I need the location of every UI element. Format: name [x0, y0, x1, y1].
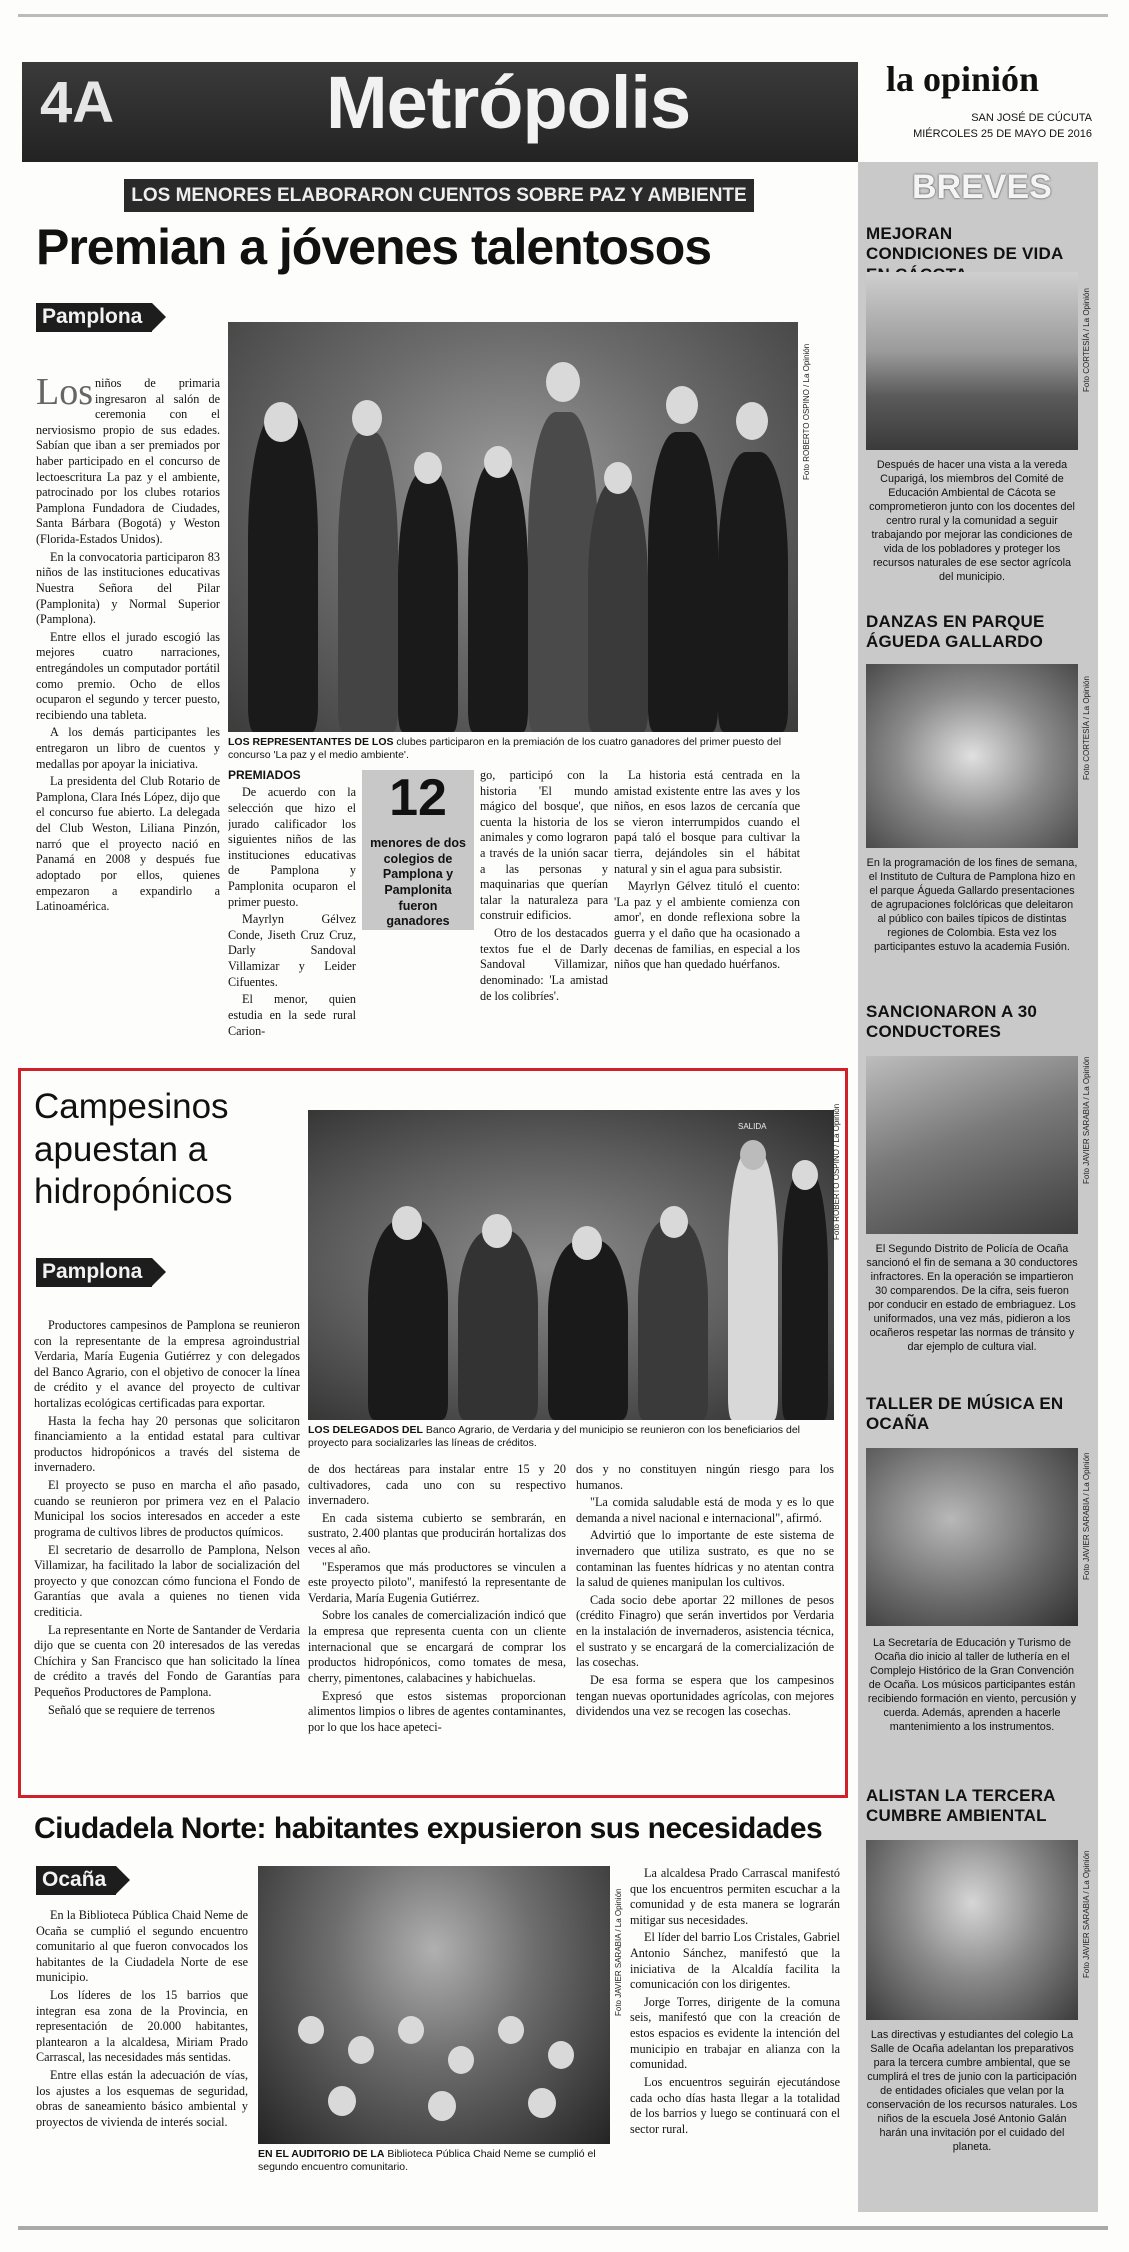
second-paragraph: Productores campesinos de Pamplona se reunieron con la representante de la empresa agroindustrial Verdaria, María Eugenia Gutiérrez y con delegados del Banco Agrario, con el objetivo de conocer la línea de crédito y el avance del proyecto de cultivar hortalizas ecológicas certificadas para exportar. — [34, 1318, 300, 1411]
second-paragraph: dos y no constituyen ningún riesgo para los humanos. — [576, 1462, 834, 1492]
brief-text: Después de hacer una vista a la vereda Cuparigá, los miembros del Comité de Educación Ambiental de Cácota se comprometieron junto con los docentes del centro rural y la comunidad a seguir trabajando por mejorar las condiciones de vida de los pobladores y proteger los recursos naturales de ese sector agrícola del municipio. — [869, 459, 1075, 584]
third-column-1 — [36, 1908, 248, 2190]
third-paragraph: La alcaldesa Prado Carrascal manifestó que los encuentros permiten escuchar a la comunidad y de esta manera se lograrán mitigar sus necesidades. — [630, 1866, 840, 1927]
third-paragraph: Los líderes de los 15 barrios que integran esa zona de la Provincia, en representación de 20.000 habitantes, plantearon a la alcaldesa, Miriam Prado Carrascal, las necesidades más sentidas. — [36, 1988, 248, 2065]
lead-headline: Premian a jóvenes talentosos — [36, 219, 712, 275]
brief-title: ALISTAN LA TERCERA CUMBRE AMBIENTAL — [866, 1786, 1056, 1826]
brief-photo-credit: Foto CORTESÍA / La Opinión — [1082, 676, 1091, 780]
third-photo-credit: Foto JAVIER SARABIA / La Opinión — [614, 1888, 623, 2016]
third-paragraph: Jorge Torres, dirigente de la comuna seis, manifestó que con la creación de estos espacios es evidente la intención del municipio en trabajar en alianza con la comunidad. — [630, 1994, 840, 2072]
second-column-2 — [308, 1462, 566, 1782]
second-paragraph: Sobre los canales de comercialización indicó que la empresa que representa cuenta con un cliente internacional que se encargará de comprar los productos hidropónicos, como tomates de mesa, cherry, pimentones, calabacines y habichuelas. — [308, 1608, 566, 1685]
brief-photo — [866, 1448, 1078, 1626]
brief-title: TALLER DE MÚSICA EN OCAÑA — [866, 1394, 1064, 1434]
brief-photo-credit: Foto JAVIER SARABIA / La Opinión — [1082, 1850, 1091, 1978]
lead-paragraph: De acuerdo con la selección que hizo el jurado calificador los siguientes niños de las instituciones educativas de Pamplona y Pamplonita ocuparon el primer puesto. — [228, 785, 356, 909]
lead-paragraph: go, participó con la historia 'El mundo mágico del bosque', que cuenta la historia de los animales y como lograron a través de la unión sacar a las personas y maquinarias que querían talar la naturaleza para construir edificios. — [480, 768, 608, 923]
brief-title: MEJORAN CONDICIONES DE VIDA — [866, 224, 1063, 264]
top-rule — [18, 14, 1108, 17]
third-caption-bold: EN EL AUDITORIO DE LA — [258, 2148, 385, 2160]
second-caption — [308, 1424, 834, 1450]
third-caption-text: Biblioteca Pública Chaid Neme se cumplió el segundo encuentro comunitario. — [258, 2148, 596, 2174]
brief-text: La Secretaría de Educación y Turismo de Ocaña dio inicio al taller de luthería en el Complejo Histórico de la Gran Convención de Ocaña. Los músicos participantes están recibiendo formación en viento, percusión y cuerda. Además, aprenden a hacerle mantenimiento a los instrumentos. — [867, 1637, 1077, 1734]
third-headline: Ciudadela Norte: habitantes expusieron sus necesidades — [34, 1812, 823, 1845]
lead-paragraph: A los demás participantes les entregaron un libro de cuentos y medallas por apoyar la iniciativa. — [36, 725, 220, 771]
second-place-tag: Pamplona — [36, 1258, 152, 1287]
second-paragraph: "La comida saludable está de moda y es lo que demanda a nivel nacional e internacional", afirmó. — [576, 1495, 834, 1525]
factbox — [362, 770, 474, 930]
lead-dropcap: Los — [36, 376, 93, 413]
lead-photo — [228, 322, 798, 732]
second-paragraph: Cada socio debe aportar 22 millones de pesos (crédito Finagro) que serán invertidos por Verdaria en la instalación de invernaderos, asistencia técnica, el sustrato y se encargará de la comercialización de las cosechas. — [576, 1592, 834, 1670]
lead-paragraph: La presidenta del Club Rotario de Pamplona, Clara Inés López, dijo que el concurso fue abierto. La delegada del Club Weston, Liliana Pinzón, narró que el proyecto nació en Panamá en 2008 y después fue adoptado por ellos, quienes empezaron a expandirlo a Latinoamérica. — [36, 774, 220, 914]
lead-column-3 — [480, 768, 608, 1078]
third-column-2 — [630, 1866, 840, 2190]
second-column-1 — [34, 1318, 300, 1782]
lead-caption-bold: LOS REPRESENTANTES DE LOS — [228, 736, 394, 748]
second-paragraph: La representante en Norte de Santander de Verdaria dijo que se cuenta con 20 interesados de las veredas Chíchira y San Francisco que han solicitado la línea de crédito a través del Fondo de Garantías para Pequeños Productores de Pamplona. — [34, 1622, 300, 1700]
brief-photo — [866, 1840, 1078, 2020]
second-column-3 — [576, 1462, 834, 1782]
brief-photo-credit: Foto JAVIER SARABIA / La Opinión — [1082, 1056, 1091, 1184]
bottom-rule — [18, 2226, 1108, 2230]
factbox-number: 12 — [389, 769, 447, 827]
dateline-date: MIÉRCOLES 25 DE MAYO DE 2016 — [913, 128, 1092, 140]
third-caption — [258, 2148, 610, 2174]
lead-column-1 — [36, 376, 220, 1078]
lead-paragraph: Entre ellos el jurado escogió las mejores cuatro narraciones, entregándoles un computador portátil como premio. Ocho de ellos ocuparon el segundo y tercer puesto, recibiendo una tableta. — [36, 629, 220, 722]
lead-caption — [228, 736, 798, 762]
brief-title: DANZAS EN PARQUE ÁGUEDA GALLARDO — [866, 612, 1045, 652]
second-paragraph: Expresó que estos sistemas proporcionan alimentos limpios o libres de agentes contaminantes, por lo que los hace apeteci- — [308, 1688, 566, 1734]
second-caption-bold: LOS DELEGADOS DEL — [308, 1424, 423, 1436]
lead-paragraph: El menor, quien estudia en la sede rural Carion- — [228, 992, 356, 1038]
second-caption-text: Banco Agrario, de Verdaria y del municipio se reunieron con los beneficiarios del proyecto para socializarles las líneas de créditos. — [308, 1424, 800, 1450]
second-headline: Campesinos apuestan a hidropónicos — [34, 1087, 233, 1212]
dateline-city: SAN JOSÉ DE CÚCUTA — [971, 112, 1092, 124]
kicker: LOS MENORES ELABORARON CUENTOS SOBRE PAZ Y AMBIENTE — [131, 185, 747, 206]
third-paragraph: Entre ellas están la adecuación de vías, los ajustes a los esquemas de seguridad, obras de saneamiento básico ambiental y proyectos de vivienda de interés social. — [36, 2068, 248, 2129]
lead-paragraph: Otro de los destacados textos fue el de Darly Sandoval Villamizar, denominado: 'La amistad de los colibríes'. — [480, 926, 608, 1003]
lead-paragraph: Mayrlyn Gélvez Conde, Jiseth Cruz Cruz, Darly Sandoval Villamizar y Leider Cifuentes. — [228, 912, 356, 989]
second-paragraph: El secretario de desarrollo de Pamplona, Nelson Villamizar, ha facilitado la labor de socialización del proyecto y que conozcan cómo funciona el Fondo de Garantías que avala a quienes no tienen vida crediticia. — [34, 1542, 300, 1619]
third-place-tag: Ocaña — [36, 1866, 116, 1895]
brief-photo-credit: Foto JAVIER SARABIA / La Opinión — [1082, 1452, 1091, 1580]
lead-column-4 — [614, 768, 800, 1078]
lead-caption-text: clubes participaron en la premiación de los cuatro ganadores del primer puesto del concurso 'La paz y el medio ambiente'. — [228, 736, 782, 762]
second-paragraph: Hasta la fecha hay 20 personas que solicitaron financiamiento a la entidad estatal para cultivar productos hidropónicos a través del sistema de invernadero. — [34, 1413, 300, 1475]
second-paragraph: Advirtió que lo importante de este sistema de invernadero que utiliza sustrato, es que no se contaminan las fuentes hídricas y no atentan contra la salud de quienes manipulan los cultivos. — [576, 1528, 834, 1590]
lead-column-2 — [228, 768, 356, 1078]
brief-photo — [866, 272, 1078, 450]
third-paragraph: En la Biblioteca Pública Chaid Neme de Ocaña se cumplió el segundo encuentro comunitario al que fueron convocados los habitantes de la Ciudadela Norte de ese municipio. — [36, 1908, 248, 1985]
brand-logo: la opinión — [886, 59, 1040, 99]
second-paragraph: En cada sistema cubierto se sembrarán, en sustrato, 2.400 plantas que producirán hortalizas dos veces al año. — [308, 1510, 566, 1557]
second-photo-sign: SALIDA — [738, 1122, 767, 1131]
factbox-text: menores de dos colegios de Pamplona y Pamplonita fueron ganadores — [370, 836, 466, 929]
brief-text: El Segundo Distrito de Policía de Ocaña sancionó el fin de semana a 30 conductores infractores. En la operación se impartieron 30 comparendos. De la cifra, seis fueron por conducir en estado de embriaguez. Los uniformados, una vez más, pidieron a los ocañeros respetar las normas de tránsito y dar ejemplo de cultura vial. — [866, 1243, 1078, 1354]
lead-place-tag: Pamplona — [36, 303, 152, 332]
brief-photo-credit: Foto CORTESÍA / La Opinión — [1082, 288, 1091, 392]
second-paragraph: de dos hectáreas para instalar entre 15 y 20 cultivadores, cada uno con su respectivo invernadero. — [308, 1462, 566, 1508]
second-paragraph: De esa forma se espera que los campesinos tengan nuevas oportunidades agrícolas, con mejores dividendos una vez se recogen las cosechas. — [576, 1672, 834, 1719]
premiados-subhead: PREMIADOS — [228, 768, 301, 782]
second-paragraph: Señaló que se requiere de terrenos — [48, 1702, 215, 1717]
third-photo — [258, 1866, 610, 2144]
lead-paragraph: En la convocatoria participaron 83 niños de las instituciones educativas Nuestra Señora del Pilar (Pamplonita) y Normal Superior (Pamplona). — [36, 549, 220, 627]
brief-text: Las directivas y estudiantes del colegio La Salle de Ocaña adelantan los preparativos para la tercera cumbre ambiental, que se cumplirá el tres de junio con la participación de entidades oficiales que velan por la conservación de los recursos naturales. Los niños de la escuela José Antonio Galán harán una invitación por el cuidado del planeta. — [866, 2029, 1078, 2154]
brief-text: En la programación de los fines de semana, el Instituto de Cultura de Pamplona hizo en el parque Águeda Gallardo presentaciones de agrupaciones folclóricas que deleitaron al público con bailes típicos de distintas regiones de Colombia. Esta vez los participantes estuvo la academia Fusión. — [866, 857, 1078, 954]
lead-paragraph: La historia está centrada en la amistad existente entre las aves y los niños, en esos lazos de cercanía que se vieron interrumpidos cuando el papá taló el bosque para cultivar la tierra, dejándoles sin el hábitat natural y sin el agua para subsistir. — [614, 768, 800, 876]
lead-paragraph: Los niños de primaria ingresaron al salón de ceremonia con el nerviosismo propio de sus edades. Sabían que iban a ser premiados por haber participado en el concurso de lectoescritura La paz y el ambiente, patrocinado por los clubes rotarios Pamplona Fundadora de Ciudades, Santa Bárbara (Bogotá) y Weston (Florida-Estados Unidos). — [36, 376, 220, 547]
third-paragraph: El líder del barrio Los Cristales, Gabriel Antonio Sánchez, manifestó que la iniciativa de la Alcaldía facilita la comunicación con los dirigentes. — [630, 1930, 840, 1992]
lead-photo-credit: Foto ROBERTO OSPINO / La Opinión — [802, 343, 811, 480]
page-number: 4A — [40, 70, 115, 135]
lead-paragraph: Mayrlyn Gélvez tituló el cuento: 'La paz y el ambiente comienza con amor', en donde reflexiona sobre la guerra y el daño que ha ocasionado a decenas de familias, en especial a los niños que han quedado huérfanos. — [614, 879, 800, 972]
second-photo-credit: Foto ROBERTO OSPINO / La Opinión — [832, 1103, 841, 1240]
section-title: Metrópolis — [326, 61, 691, 144]
second-paragraph: El proyecto se puso en marcha el año pasado, cuando se reunieron por primera vez en el Palacio Municipal los socios interesados en acceder a este programa de cultivos libres de productos químicos. — [34, 1478, 300, 1539]
second-photo — [308, 1110, 834, 1420]
briefs-header: BREVES — [912, 168, 1052, 206]
third-paragraph: Los encuentros seguirán ejecutándose cada ocho días hasta llegar a la totalidad de los barrios y luego se continuará con el sector rural. — [630, 2074, 840, 2136]
brief-photo — [866, 1056, 1078, 1234]
brief-title: SANCIONARON A 30 CONDUCTORES — [866, 1002, 1038, 1042]
brief-photo — [866, 664, 1078, 848]
second-paragraph: "Esperamos que más productores se vinculen a este proyecto piloto", manifestó la representante de Verdaria, María Eugenia Gutiérrez. — [308, 1559, 566, 1605]
